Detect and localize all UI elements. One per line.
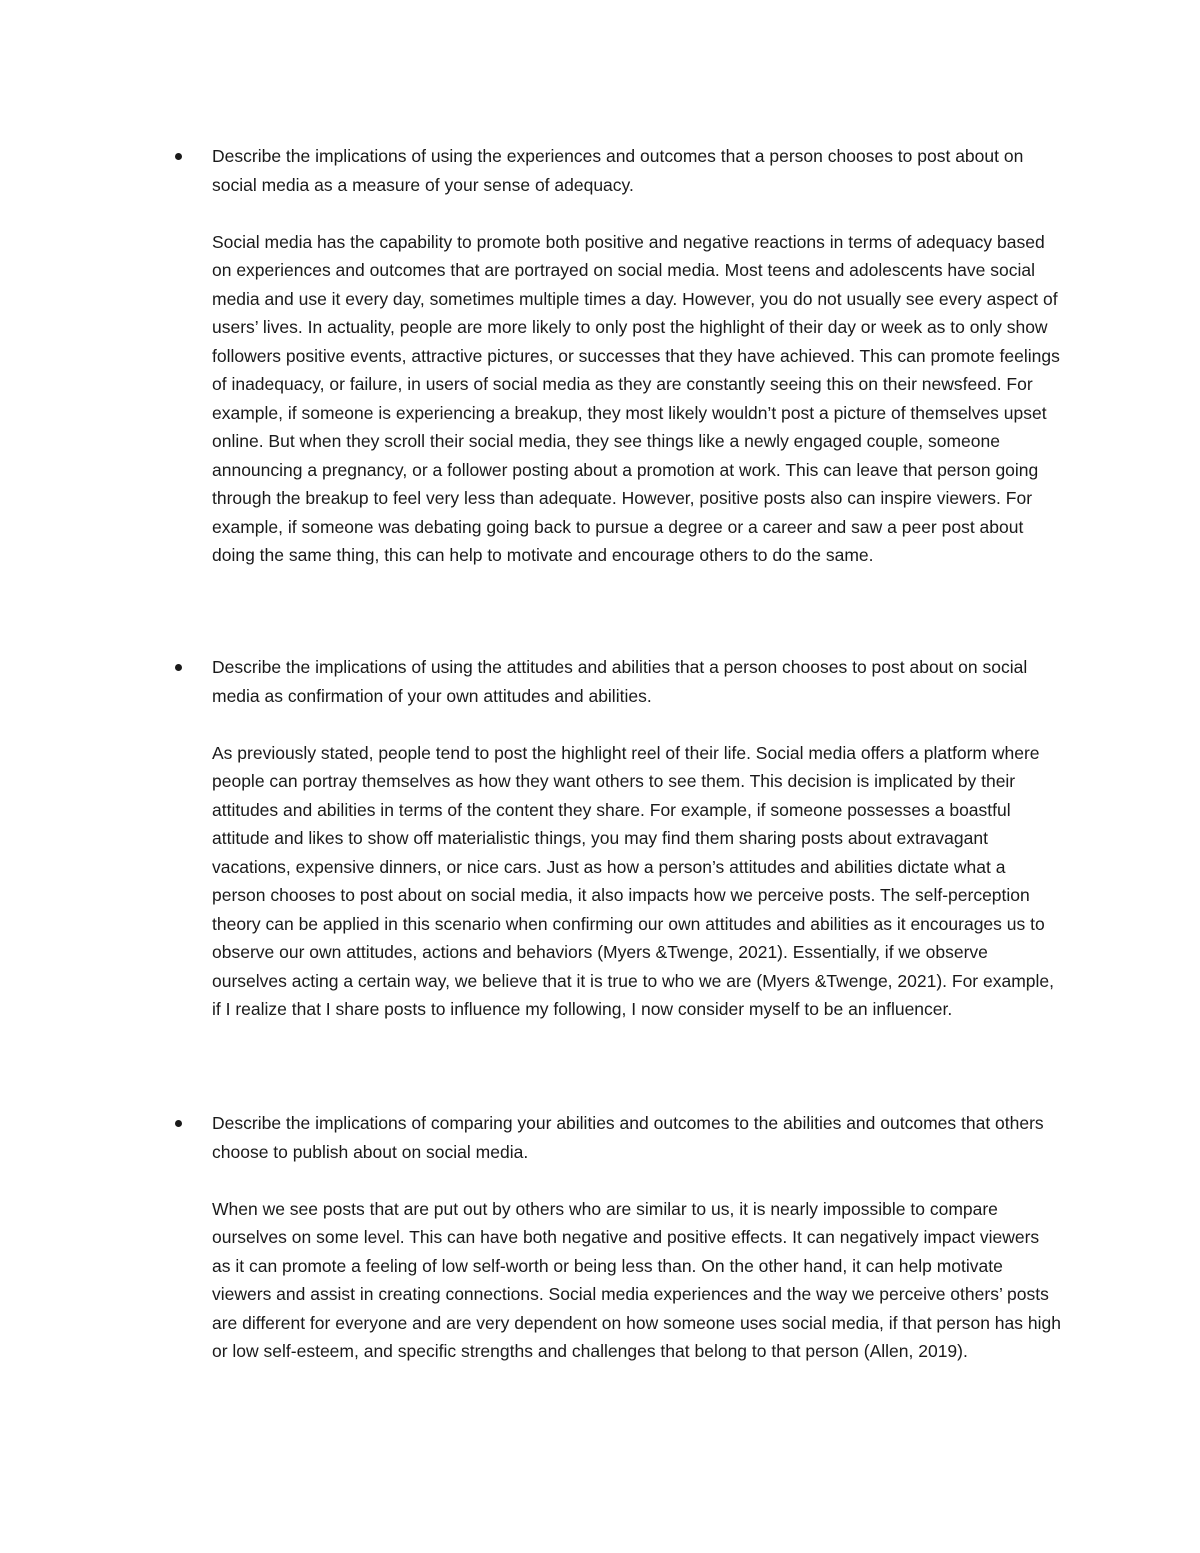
- question-3-text: Describe the implications of comparing your abilities and outcomes to the abilities and outcomes that others choose to publish about on social media.: [212, 1113, 1044, 1162]
- section-experiences-outcomes: [212, 142, 1062, 570]
- bullet-icon: [175, 153, 182, 160]
- section-attitudes-abilities: [212, 653, 1062, 1024]
- question-2: [212, 653, 1062, 710]
- question-1-text: Describe the implications of using the experiences and outcomes that a person chooses to post about on social media as a measure of your sense of adequacy.: [212, 146, 1024, 195]
- answer-2: As previously stated, people tend to post the highlight reel of their life. Social media offers a platform where people can portray themselves as how they want others to see them. This decision is implicated by their attitudes and abilities in terms of the content they share. For example, if someone possesses a boastful attitude and likes to show off materialistic things, you may find them sharing posts about extravagant vacations, expensive dinners, or nice cars. Just as how a person’s attitudes and abilities dictate what a person chooses to post about on social media, it also impacts how we perceive posts. The self-perception theory can be applied in this scenario when confirming our own attitudes and abilities as it encourages us to observe our own attitudes, actions and behaviors (Myers &Twenge, 2021). Essentially, if we observe ourselves acting a certain way, we believe that it is true to who we are (Myers &Twenge, 2021). For example, if I realize that I share posts to influence my following, I now consider myself to be an influencer.: [212, 742, 1055, 1019]
- bullet-icon: [175, 664, 182, 671]
- question-1: [212, 142, 1062, 199]
- section-comparing-abilities: [212, 1109, 1062, 1366]
- answer-1: Social media has the capability to promote both positive and negative reactions in terms of adequacy based on experiences and outcomes that are portrayed on social media. Most teens and adolescents have social media and use it every day, sometimes multiple times a day. However, you do not usually see every aspect of users’ lives. In actuality, people are more likely to only post the highlight of their day or week as to only show followers positive events, attractive pictures, or successes that they have achieved. This can promote feelings of inadequacy, or failure, in users of social media as they are constantly seeing this on their newsfeed. For example, if someone is experiencing a breakup, they most likely wouldn’t post a picture of themselves upset online. But when they scroll their social media, they see things like a newly engaged couple, someone announcing a pregnancy, or a follower posting about a promotion at work. This can leave that person going through the breakup to feel very less than adequate. However, positive posts also can inspire viewers. For example, if someone was debating going back to pursue a degree or a career and saw a peer post about doing the same thing, this can help to motivate and encourage others to do the same.: [212, 231, 1060, 565]
- bullet-icon: [175, 1120, 182, 1127]
- question-2-text: Describe the implications of using the attitudes and abilities that a person chooses to post about on social media as confirmation of your own attitudes and abilities.: [212, 657, 1028, 706]
- answer-3: When we see posts that are put out by others who are similar to us, it is nearly impossible to compare ourselves on some level. This can have both negative and positive effects. It can negatively impact viewers as it can promote a feeling of low self-worth or being less than. On the other hand, it can help motivate viewers and assist in creating connections. Social media experiences and the way we perceive others’ posts are different for everyone and are very dependent on how someone uses social media, if that person has high or low self-esteem, and specific strengths and challenges that belong to that person (Allen, 2019).: [212, 1198, 1061, 1361]
- question-3: [212, 1109, 1062, 1166]
